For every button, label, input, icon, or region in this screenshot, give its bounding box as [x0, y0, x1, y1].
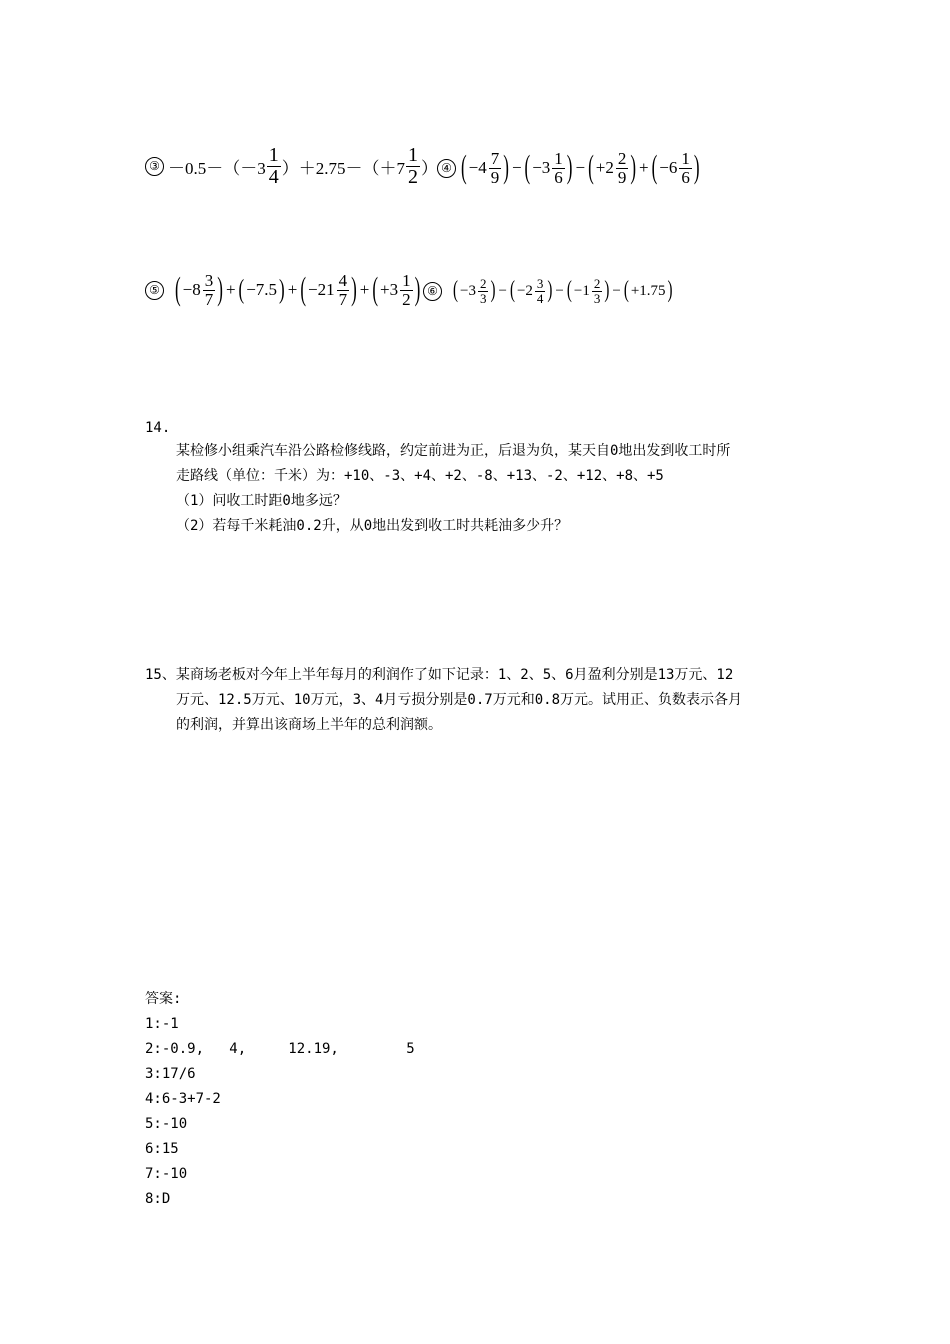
expr6-term-a-fraction: $\frac{2}{3}$ [479, 275, 487, 306]
answer-item: 5:-10 [145, 1116, 188, 1132]
expr6-term-b-fraction: $\frac{3}{4}$ [536, 275, 544, 306]
expr4-term-d-fraction: $\frac{1}{6}$ [681, 148, 690, 187]
circled-number-4: ④ [437, 159, 456, 178]
question-14-sub-2: （2）若每千米耗油0.2升，从0地出发到收工时共耗油多少升？ [176, 518, 569, 534]
question-15-line-1: 15、某商场老板对今年上半年每月的利润作了如下记录：1、2、5、6月盈利分别是13万元、12 [145, 667, 734, 683]
answer-item: 2:-0.9, 4, 12.19, 5 [145, 1041, 415, 1057]
answer-item: 6:15 [145, 1141, 179, 1157]
answer-item: 3:17/6 [145, 1066, 196, 1082]
expr5-term-c-fraction: $\frac{4}{7}$ [338, 270, 348, 309]
question-15-line-2: 万元、12.5万元、10万元，3、4月亏损分别是0.7万元和0.8万元。试用正、负数表示各月 [176, 692, 742, 708]
expr5-term-d-fraction: $\frac{1}{2}$ [402, 270, 411, 309]
question-14-number: 14. [145, 420, 171, 436]
expr6-term-c-fraction: $\frac{2}{3}$ [593, 275, 601, 306]
answer-item: 1:-1 [145, 1016, 179, 1032]
expr3-part1: －0.5－（－3 [168, 158, 266, 178]
expr4-term-a-fraction: $\frac{7}{9}$ [490, 148, 500, 187]
circled-number-3: ③ [145, 157, 164, 176]
question-14-line-1: 某检修小组乘汽车沿公路检修线路，约定前进为正，后退为负，某天自0地出发到收工时所 [176, 443, 731, 459]
expression-3 [145, 143, 438, 189]
expr5-term-a-fraction: $\frac{3}{7}$ [204, 270, 214, 309]
expression-6: ⑥ ( −3 $\frac{2}{3}$ ) − ( −2 $\frac{3}{4}$ ) − ( −1 $\frac{2}{3}$ ) − ( +1.75 ) [423, 272, 674, 310]
expr4-term-b-fraction: $\frac{1}{6}$ [554, 148, 563, 187]
expr3-part3: ） [421, 158, 438, 178]
answer-item: 4:6-3+7-2 [145, 1091, 221, 1107]
answer-item: 7:-10 [145, 1166, 188, 1182]
expr3-part2: ）＋2.75－（＋7 [281, 158, 405, 178]
answers-title: 答案: [145, 991, 182, 1007]
expr3-fraction-2: $\frac{1}{2}$ [408, 143, 418, 188]
answer-item: 8:D [145, 1191, 171, 1207]
question-14-sub-1: （1）问收工时距0地多远？ [176, 493, 347, 509]
expression-4: ④ ( −4 $\frac{7}{9}$ ) − ( −3 $\frac{1}{6}$ ) − ( +2 $\frac{2}{9}$ ) + ( −6 $\frac{1}{6}$ ) [437, 148, 701, 188]
circled-number-5: ⑤ [145, 281, 164, 300]
question-15-line-3: 的利润，并算出该商场上半年的总利润额。 [176, 717, 442, 733]
question-14-line-2: 走路线（单位：千米）为：+10、-3、+4、+2、-8、+13、-2、+12、+8、+5 [176, 468, 664, 484]
expr3-fraction-1: $\frac{1}{4}$ [268, 143, 279, 188]
circled-number-6: ⑥ [423, 282, 442, 301]
expression-5: ⑤ ( −8 $\frac{3}{7}$ ) + ( −7.5 ) + ( −21 $\frac{4}{7}$ ) + ( +3 $\frac{1}{2}$ ) [145, 270, 421, 310]
expr4-term-c-fraction: $\frac{2}{9}$ [617, 148, 627, 187]
